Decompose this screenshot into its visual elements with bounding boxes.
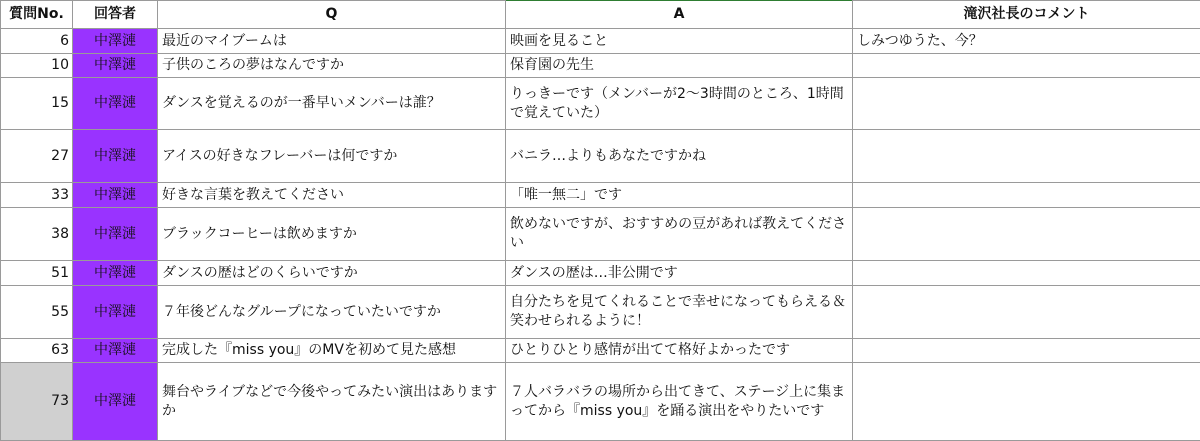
question-no-cell[interactable]: 33 — [1, 183, 73, 208]
table-row — [1, 29, 1200, 54]
table-row — [1, 363, 1200, 441]
answer-cell[interactable]: 「唯一無二」です — [506, 183, 853, 208]
answer-cell[interactable]: りっきーです（メンバーが2～3時間のところ、1時間で覚えていた） — [506, 78, 853, 130]
question-cell[interactable]: 完成した『miss you』のMVを初めて見た感想 — [158, 339, 506, 363]
comment-cell[interactable]: しみつゆうた、今？ — [853, 29, 1200, 54]
question-no-cell[interactable]: 27 — [1, 130, 73, 183]
comment-cell[interactable] — [853, 78, 1200, 130]
comment-cell[interactable] — [853, 183, 1200, 208]
table-row — [1, 54, 1200, 78]
answer-cell[interactable]: 保育園の先生 — [506, 54, 853, 78]
header-row — [1, 1, 1200, 29]
answer-cell[interactable]: 映画を見ること — [506, 29, 853, 54]
question-cell[interactable]: 最近のマイブームは — [158, 29, 506, 54]
respondent-cell[interactable]: 中澤漣 — [73, 339, 158, 363]
question-cell[interactable]: 舞台やライブなどで今後やってみたい演出はありますか — [158, 363, 506, 441]
respondent-cell[interactable]: 中澤漣 — [73, 54, 158, 78]
answer-cell[interactable]: 自分たちを見てくれることで幸せになってもらえる＆笑わせられるように！ — [506, 286, 853, 339]
question-cell[interactable]: ７年後どんなグループになっていたいですか — [158, 286, 506, 339]
answer-cell[interactable]: ひとりひとり感情が出てて格好よかったです — [506, 339, 853, 363]
answer-cell[interactable]: ７人バラバラの場所から出てきて、ステージ上に集まってから『miss you』を踊る演出をやりたいです — [506, 363, 853, 441]
table-row — [1, 130, 1200, 183]
answer-cell[interactable]: 飲めないですが、おすすめの豆があれば教えてください — [506, 208, 853, 261]
respondent-cell[interactable]: 中澤漣 — [73, 261, 158, 286]
question-no-cell[interactable]: 15 — [1, 78, 73, 130]
question-no-cell[interactable]: 51 — [1, 261, 73, 286]
question-cell[interactable]: アイスの好きなフレーバーは何ですか — [158, 130, 506, 183]
table-row — [1, 286, 1200, 339]
comment-cell[interactable] — [853, 261, 1200, 286]
question-cell[interactable]: 好きな言葉を教えてください — [158, 183, 506, 208]
question-no-cell[interactable]: 38 — [1, 208, 73, 261]
comment-cell[interactable] — [853, 363, 1200, 441]
respondent-cell[interactable]: 中澤漣 — [73, 363, 158, 441]
answer-cell[interactable]: バニラ…よりもあなたですかね — [506, 130, 853, 183]
comment-cell[interactable] — [853, 54, 1200, 78]
header-q[interactable]: Q — [158, 1, 506, 29]
question-no-cell[interactable]: 63 — [1, 339, 73, 363]
respondent-cell[interactable]: 中澤漣 — [73, 208, 158, 261]
question-cell[interactable]: 子供のころの夢はなんですか — [158, 54, 506, 78]
question-no-cell[interactable]: 73 — [1, 363, 73, 441]
table-row — [1, 208, 1200, 261]
respondent-cell[interactable]: 中澤漣 — [73, 286, 158, 339]
question-no-cell[interactable]: 6 — [1, 29, 73, 54]
table-row — [1, 339, 1200, 363]
question-cell[interactable]: ダンスを覚えるのが一番早いメンバーは誰？ — [158, 78, 506, 130]
question-no-cell[interactable]: 55 — [1, 286, 73, 339]
question-cell[interactable]: ダンスの歴はどのくらいですか — [158, 261, 506, 286]
header-a[interactable]: A — [506, 1, 853, 29]
respondent-cell[interactable]: 中澤漣 — [73, 183, 158, 208]
table-row — [1, 261, 1200, 286]
header-comment[interactable]: 滝沢社長のコメント — [853, 1, 1200, 29]
table-row — [1, 183, 1200, 208]
table-row — [1, 78, 1200, 130]
header-question-no[interactable]: 質問No. — [1, 1, 73, 29]
answer-cell[interactable]: ダンスの歴は…非公開です — [506, 261, 853, 286]
question-no-cell[interactable]: 10 — [1, 54, 73, 78]
respondent-cell[interactable]: 中澤漣 — [73, 78, 158, 130]
header-respondent[interactable]: 回答者 — [73, 1, 158, 29]
comment-cell[interactable] — [853, 286, 1200, 339]
respondent-cell[interactable]: 中澤漣 — [73, 29, 158, 54]
comment-cell[interactable] — [853, 339, 1200, 363]
respondent-cell[interactable]: 中澤漣 — [73, 130, 158, 183]
comment-cell[interactable] — [853, 208, 1200, 261]
comment-cell[interactable] — [853, 130, 1200, 183]
question-cell[interactable]: ブラックコーヒーは飲めますか — [158, 208, 506, 261]
